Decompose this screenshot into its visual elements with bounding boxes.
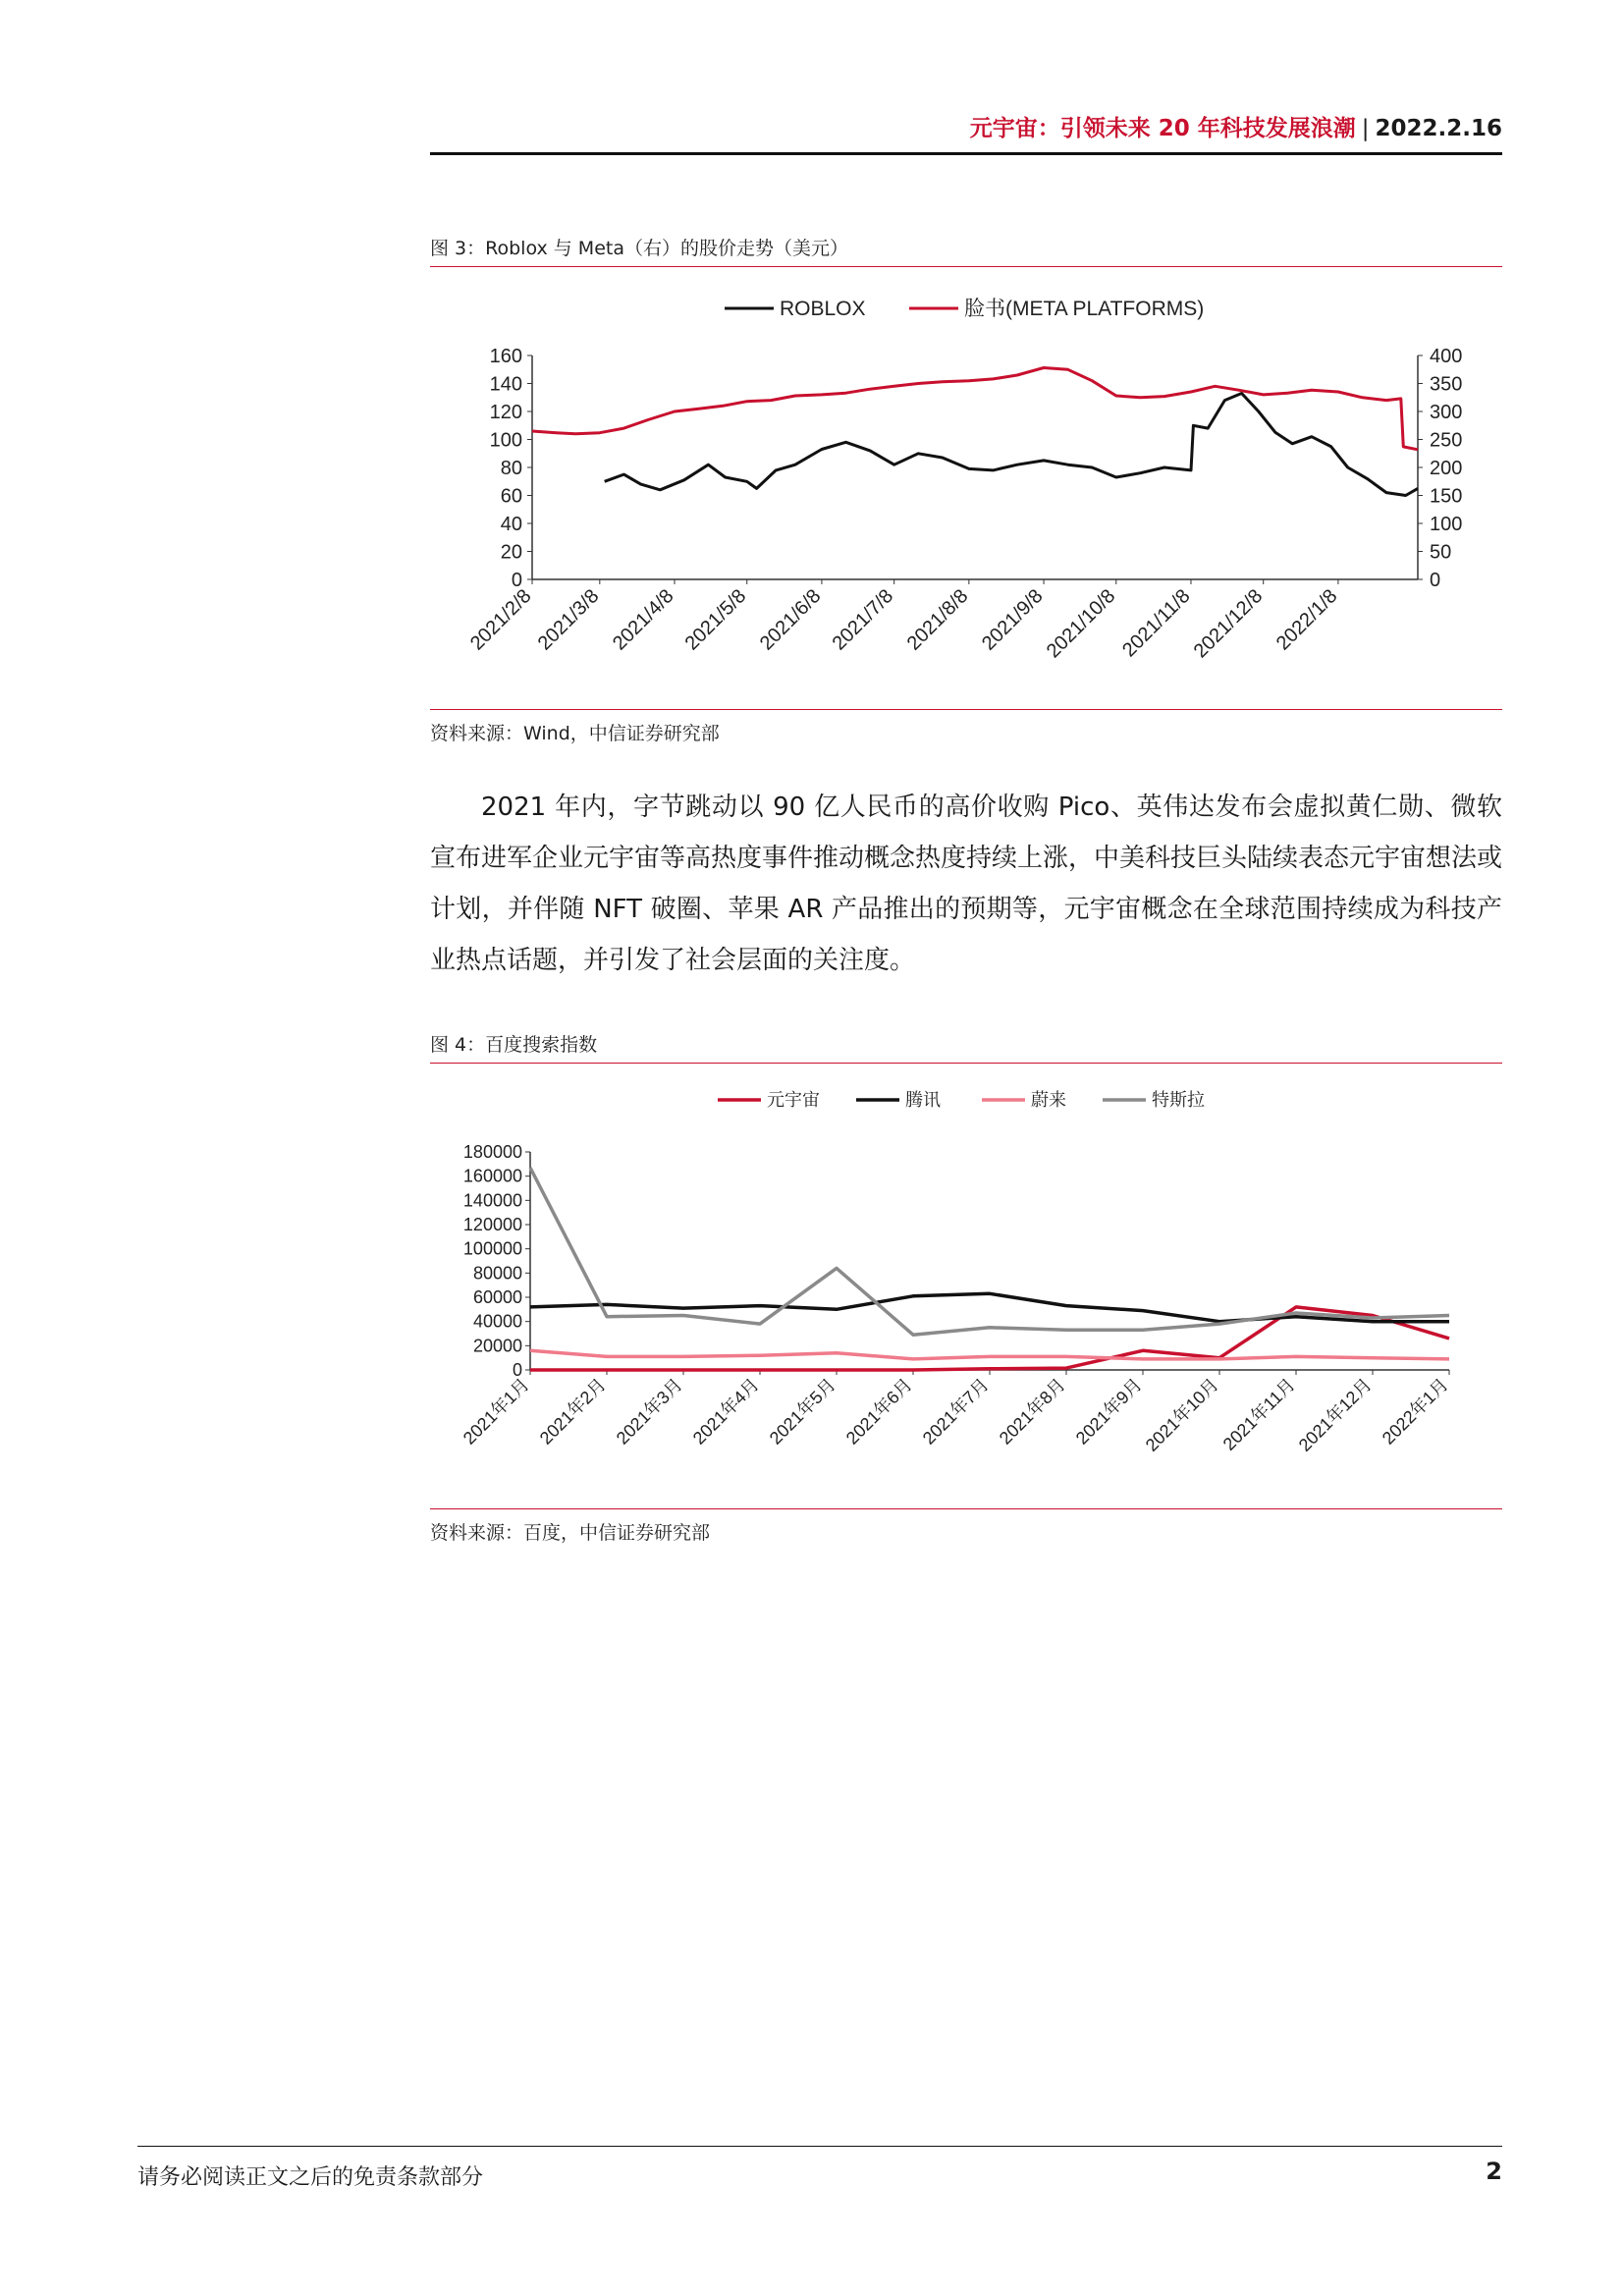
header-rule [430,152,1502,155]
right-y-tick-label: 300 [1430,402,1463,423]
legend-label: 脸书(META PLATFORMS) [964,298,1205,320]
left-y-tick-label: 100 [489,429,522,452]
footer-disclaimer: 请务必阅读正文之后的免责条款部分 [137,2165,484,2190]
left-y-tick-label: 40 [500,514,522,535]
right-y-tick-label: 150 [1430,485,1463,508]
figure4-bottom-rule [430,1508,1502,1509]
legend-label: 特斯拉 [1152,1090,1205,1110]
x-tick-label: 2021/12/8 [1189,584,1268,663]
x-tick-label: 2021年2月 [535,1374,610,1449]
x-tick-label: 2021/7/8 [828,584,898,655]
figure4-source: 资料来源：百度，中信证券研究部 [430,1522,711,1544]
report-header [970,110,1502,142]
right-y-tick-label: 100 [1430,514,1463,535]
figure3-bottom-rule [430,709,1502,710]
right-y-tick-label: 250 [1430,429,1463,452]
left-y-tick-label: 160 [489,346,522,367]
x-tick-label: 2022/1/8 [1271,584,1342,655]
report-title: 元宇宙：引领未来 20 年科技发展浪潮 [969,116,1356,141]
right-y-tick-label: 0 [1430,570,1441,591]
y-tick-label: 60000 [472,1287,522,1307]
x-tick-label: 2021/2/8 [465,584,536,655]
report-date: 2022.2.16 [1375,116,1502,141]
body-paragraph: 2021 年内，字节跳动以 90 亿人民币的高价收购 Pico、英伟达发布会虚拟黄仁勋、微软宣布进军企业元宇宙等高热度事件推动概念热度持续上涨，中美科技巨头陆续表态元宇宙想法或计划，并伴随 NFT 破圈、苹果 AR 产品推出的预期等，元宇宙概念在全球范围持续成为科技产业热点话题，并引发了社会层面的关注度。 [430,793,1503,975]
x-tick-label: 2021/11/8 [1118,584,1195,662]
y-tick-label: 160000 [462,1166,522,1186]
y-tick-label: 180000 [462,1142,522,1162]
figure3-title: 图 3：Roblox 与 Meta（右）的股价走势（美元） [430,234,1502,267]
y-tick-label: 100000 [462,1238,522,1259]
footer-rule [137,2146,1502,2147]
right-y-tick-label: 400 [1430,346,1463,367]
figure3-chart [430,278,1502,697]
roblox-series-line [605,394,1418,496]
x-tick-label: 2021/8/8 [902,584,973,655]
left-y-tick-label: 0 [511,570,522,591]
figure4-title: 图 4：百度搜索指数 [430,1030,1502,1064]
x-tick-label: 2021年6月 [841,1374,916,1449]
legend-label: 元宇宙 [767,1090,820,1110]
left-y-tick-label: 60 [500,485,522,508]
x-tick-label: 2021/5/8 [680,584,751,655]
legend-label: 腾讯 [905,1090,941,1110]
right-y-tick-label: 200 [1430,458,1463,479]
x-tick-label: 2021年11月 [1218,1374,1299,1454]
x-tick-label: 2021年12月 [1294,1374,1376,1455]
left-y-tick-label: 140 [489,373,522,396]
x-tick-label: 2021/4/8 [608,584,678,655]
x-tick-label: 2021年9月 [1071,1374,1146,1449]
y-tick-label: 140000 [462,1190,522,1211]
legend-label: 蔚来 [1031,1090,1066,1110]
left-y-tick-label: 80 [500,458,522,479]
y-tick-label: 0 [512,1360,522,1380]
y-tick-label: 120000 [462,1215,522,1234]
y-tick-label: 80000 [472,1263,522,1284]
x-tick-label: 2021年3月 [612,1374,686,1449]
header-separator: | [1361,116,1370,141]
x-tick-label: 2021/10/8 [1042,584,1120,663]
y-tick-label: 20000 [472,1336,522,1356]
figure3-source: 资料来源：Wind，中信证券研究部 [430,723,720,744]
x-tick-label: 2021年1月 [459,1374,533,1449]
x-tick-label: 2021年10月 [1141,1374,1222,1455]
x-tick-label: 2021年8月 [995,1374,1069,1449]
legend-label: ROBLOX [780,298,866,320]
x-tick-label: 2021年5月 [765,1374,839,1449]
right-y-tick-label: 350 [1430,373,1463,396]
x-tick-label: 2021/3/8 [533,584,604,655]
y-tick-label: 40000 [472,1311,522,1332]
x-tick-label: 2021年4月 [688,1374,763,1449]
x-tick-label: 2021年7月 [918,1374,993,1449]
left-y-tick-label: 120 [489,402,522,423]
nio-series-line [530,1350,1449,1359]
figure4-chart [430,1074,1502,1499]
left-y-tick-label: 20 [500,541,522,564]
x-tick-label: 2021/6/8 [755,584,826,655]
x-tick-label: 2022年1月 [1378,1374,1452,1449]
x-tick-label: 2021/9/8 [977,584,1048,655]
right-y-tick-label: 50 [1430,541,1452,564]
page-number: 2 [1486,2158,1502,2185]
